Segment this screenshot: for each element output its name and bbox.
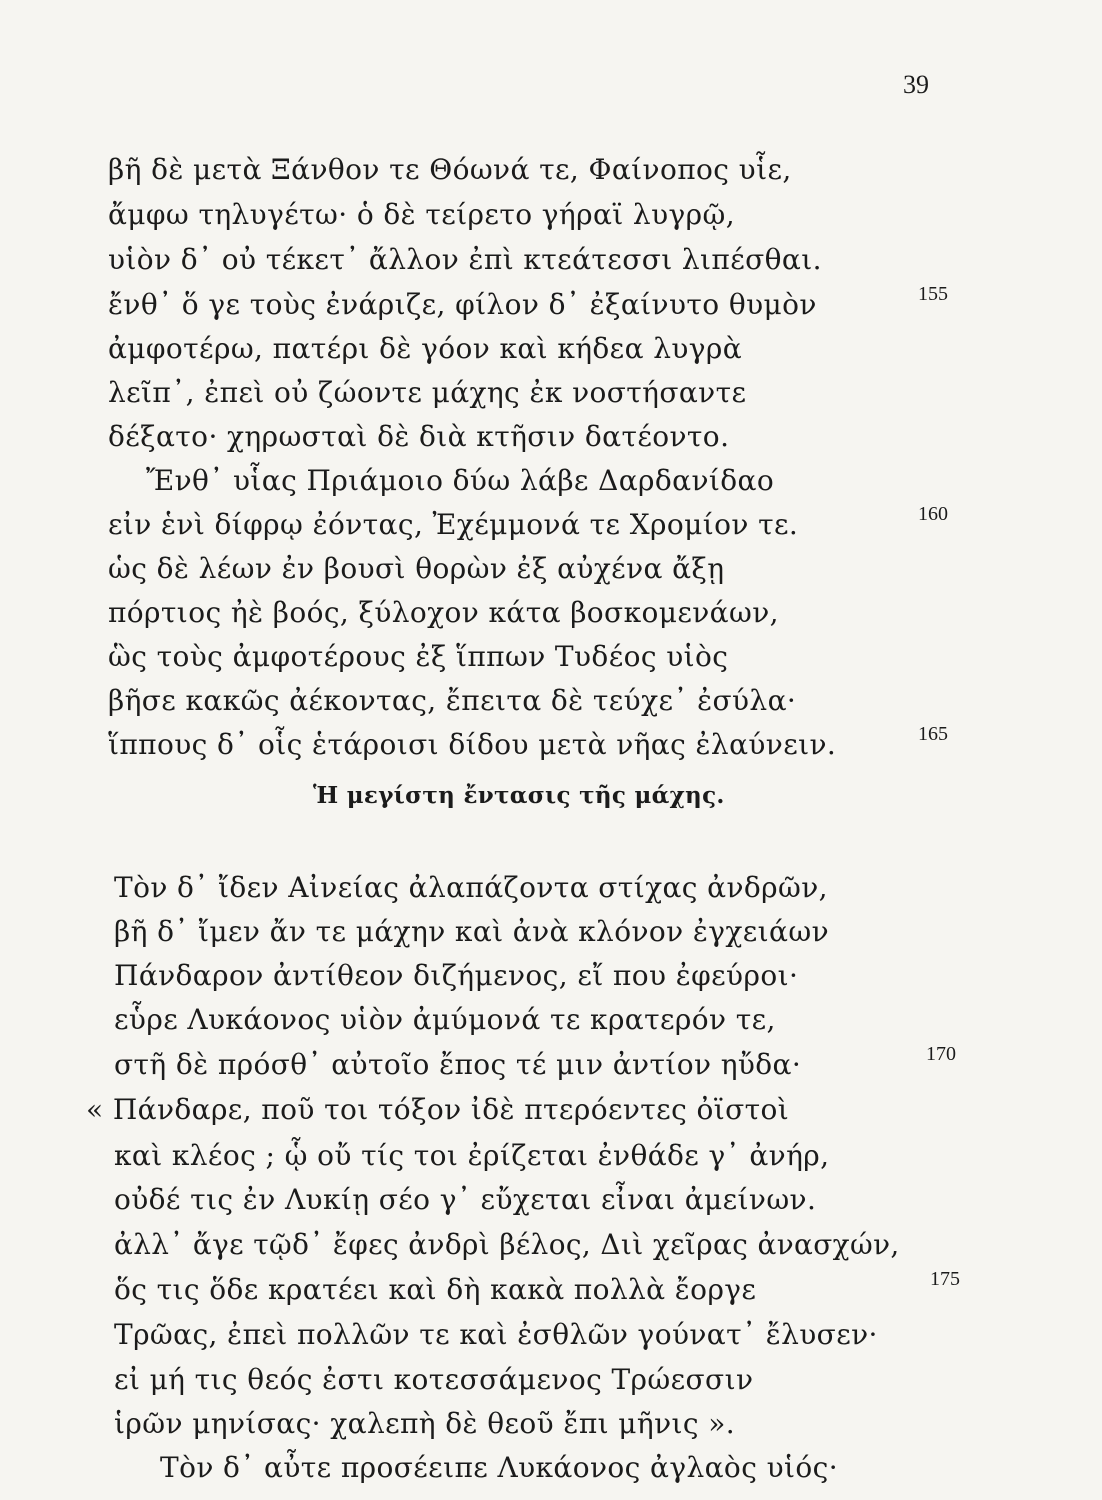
verse-line: Ἔνθ᾽ υἷας Πριάμοιο δύω λάβε Δαρδανίδαο xyxy=(146,464,775,497)
line-number: 165 xyxy=(918,723,948,745)
verse-line: υἱὸν δ᾽ οὐ τέκετ᾽ ἄλλον ἐπὶ κτεάτεσσι λιπέσθαι. xyxy=(108,243,822,276)
verse-line: « Πάνδαρε, ποῦ τοι τόξον ἰδὲ πτερόεντες ὀϊστοὶ xyxy=(86,1093,790,1126)
verse-line: βῆσε κακῶς ἀέκοντας, ἔπειτα δὲ τεύχε᾽ ἐσύλα· xyxy=(108,684,797,717)
line-number: 175 xyxy=(930,1268,960,1290)
verse-line: ὣς τοὺς ἀμφοτέρους ἐξ ἵππων Τυδέος υἱὸς xyxy=(108,640,729,673)
verse-line: Πάνδαρον ἀντίθεον διζήμενος, εἴ που ἐφεύροι· xyxy=(114,959,799,992)
verse-line: Τρῶας, ἐπεὶ πολλῶν τε καὶ ἐσθλῶν γούνατ᾽ ἔλυσεν· xyxy=(114,1318,878,1351)
line-number: 155 xyxy=(918,283,948,305)
verse-line: ὅς τις ὅδε κρατέει καὶ δὴ κακὰ πολλὰ ἔοργε xyxy=(114,1273,757,1306)
verse-line: Τὸν δ᾽ ἴδεν Αἰνείας ἀλαπάζοντα στίχας ἀνδρῶν, xyxy=(114,871,828,904)
verse-line: εἰ μή τις θεός ἐστι κοτεσσάμενος Τρώεσσιν xyxy=(114,1363,754,1396)
verse-line: λεῖπ᾽, ἐπεὶ οὐ ζώοντε μάχης ἐκ νοστήσαντε xyxy=(108,376,747,409)
verse-line: ἵππους δ᾽ οἷς ἑτάροισι δίδου μετὰ νῆας ἐλαύνειν. xyxy=(108,728,837,761)
line-number: 170 xyxy=(926,1043,956,1065)
verse-line: Τὸν δ᾽ αὖτε προσέειπε Λυκάονος ἀγλαὸς υἱός· xyxy=(160,1451,839,1484)
section-heading: Ἡ μεγίστη ἔντασις τῆς μάχης. xyxy=(313,782,725,809)
line-number: 160 xyxy=(918,503,948,525)
verse-line: ἔνθ᾽ ὅ γε τοὺς ἐνάριζε, φίλον δ᾽ ἐξαίνυτο θυμὸν xyxy=(108,288,817,321)
verse-line: ἱρῶν μηνίσας· χαλεπὴ δὲ θεοῦ ἔπι μῆνις ». xyxy=(114,1407,736,1440)
verse-line: εἰν ἑνὶ δίφρῳ ἐόντας, Ἐχέμμονά τε Χρομίον τε. xyxy=(108,508,799,541)
verse-line: εὗρε Λυκάονος υἱὸν ἀμύμονά τε κρατερόν τε, xyxy=(114,1003,776,1036)
verse-line: βῆ δὲ μετὰ Ξάνθον τε Θόωνά τε, Φαίνοπος υἷε, xyxy=(108,153,792,186)
verse-line: ὡς δὲ λέων ἐν βουσὶ θορὼν ἐξ αὐχένα ἄξῃ xyxy=(108,552,725,585)
verse-line: στῆ δὲ πρόσθ᾽ αὐτοῖο ἔπος τέ μιν ἀντίον ηὔδα· xyxy=(114,1048,802,1081)
verse-line: πόρτιος ἠὲ βοός, ξύλοχον κάτα βοσκομενάων, xyxy=(108,596,779,629)
verse-line: δέξατο· χηρωσταὶ δὲ διὰ κτῆσιν δατέοντο. xyxy=(108,420,730,453)
verse-line: ἀμφοτέρω, πατέρι δὲ γόον καὶ κήδεα λυγρὰ xyxy=(108,332,743,365)
verse-line: βῆ δ᾽ ἴμεν ἄν τε μάχην καὶ ἀνὰ κλόνον ἐγχειάων xyxy=(114,915,830,948)
verse-line: ἀλλ᾽ ἄγε τῷδ᾽ ἔφες ἀνδρὶ βέλος, Διὶ χεῖρας ἀνασχών, xyxy=(114,1228,900,1261)
verse-line: οὐδέ τις ἐν Λυκίῃ σέο γ᾽ εὔχεται εἶναι ἀμείνων. xyxy=(114,1183,817,1216)
verse-line: καὶ κλέος ; ᾧ οὔ τίς τοι ἐρίζεται ἐνθάδε γ᾽ ἀνήρ, xyxy=(114,1139,830,1172)
verse-line: ἄμφω τηλυγέτω· ὁ δὲ τείρετο γήραϊ λυγρῷ, xyxy=(108,198,736,231)
page-number: 39 xyxy=(903,70,929,99)
